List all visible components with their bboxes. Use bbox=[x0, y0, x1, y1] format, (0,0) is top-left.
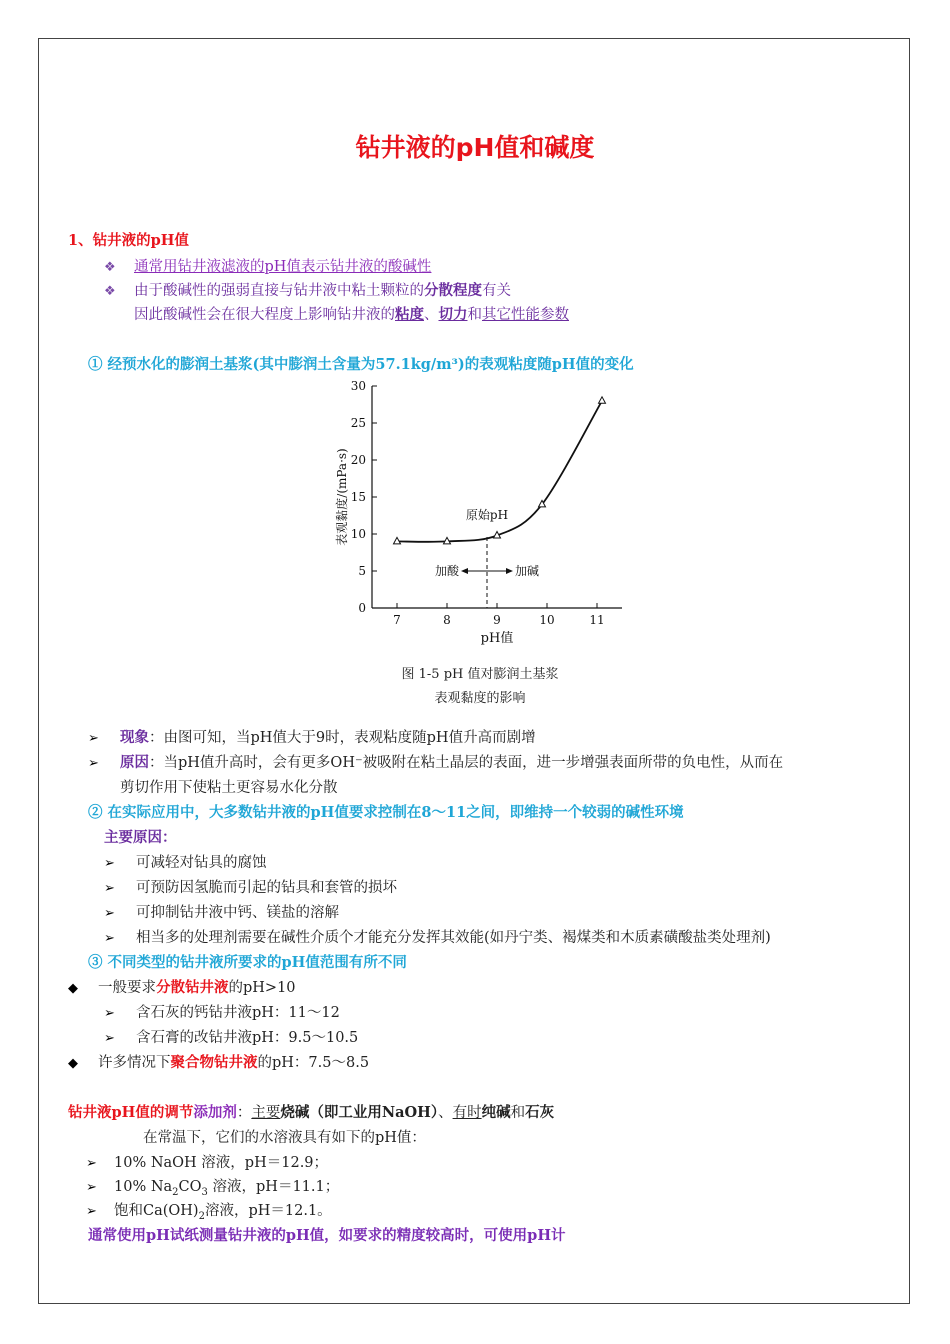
section-1-heading: 1、钻井液的pH值 bbox=[68, 232, 189, 249]
add-acid-label: 加酸 bbox=[434, 564, 459, 578]
diamond-bullet-icon: ◆ bbox=[68, 1056, 78, 1071]
point-1-heading: ① 经预水化的膨润土基浆(其中膨润土含量为57.1kg/m³)的表观粘度随pH值的变化 bbox=[88, 356, 634, 373]
arrow-bullet-icon: ➢ bbox=[104, 856, 115, 871]
na2co3-line bbox=[86, 1175, 339, 1198]
x-axis-label: pH值 bbox=[480, 631, 514, 646]
x-tick-label: 11 bbox=[589, 613, 605, 627]
arrow-bullet-icon: ➢ bbox=[88, 731, 99, 746]
gypsum-fluid-text: 含石膏的改钻井液pH：9.5～10.5 bbox=[136, 1030, 359, 1046]
arrow-bullet-icon: ➢ bbox=[86, 1156, 97, 1171]
arrow-right-icon bbox=[506, 568, 513, 574]
y-tick-label: 15 bbox=[350, 490, 366, 504]
reason-text-2: 剪切作用下使粘土更容易水化分散 bbox=[120, 780, 338, 796]
reason-label: 原因 bbox=[120, 754, 149, 771]
chart-annotations bbox=[402, 507, 559, 706]
diamond-bullet-icon: ❖ bbox=[104, 260, 116, 275]
diamond-bullet-icon: ◆ bbox=[68, 981, 78, 996]
dispersed-fluid-keyword: 分散钻井液 bbox=[156, 979, 229, 996]
main-label: 主要 bbox=[251, 1105, 281, 1121]
y-tick-label: 5 bbox=[358, 564, 366, 578]
measurement-note: 通常使用pH试纸测量钻井液的pH值，如要求的精度较高时，可使用pH计 bbox=[88, 1227, 566, 1244]
lime: 石灰 bbox=[525, 1104, 555, 1121]
arrow-bullet-icon: ➢ bbox=[104, 881, 115, 896]
reason-item bbox=[104, 901, 339, 922]
phenomenon-line bbox=[88, 726, 536, 747]
viscosity-chart bbox=[320, 372, 640, 712]
influence-pre: 因此酸碱性会在很大程度上影响钻井液的 bbox=[134, 307, 395, 323]
na2co3-b: CO bbox=[178, 1179, 202, 1195]
reason-item-text: 可减轻对钻具的腐蚀 bbox=[136, 855, 267, 871]
polymer-fluid-keyword: 聚合物钻井液 bbox=[170, 1054, 258, 1071]
sometimes-label: 有时 bbox=[452, 1105, 482, 1121]
arrow-bullet-icon: ➢ bbox=[104, 906, 115, 921]
ph-adjust-heading bbox=[68, 1101, 554, 1122]
caoh2-line bbox=[86, 1199, 332, 1222]
figure-caption-line-1: 图 1-5 pH 值对膨润土基浆 bbox=[401, 667, 559, 682]
additive-label: 添加剂 bbox=[193, 1104, 237, 1121]
arrow-bullet-icon: ➢ bbox=[86, 1180, 97, 1195]
x-tick-label: 9 bbox=[493, 613, 501, 627]
page-title: 钻井液的pH值和碱度 bbox=[355, 133, 595, 162]
arrow-bullet-icon: ➢ bbox=[86, 1204, 97, 1219]
reason-line bbox=[88, 751, 783, 772]
reason-text-1: ：当pH值升高时，会有更多OH⁻被吸附在粘土晶层的表面，进一步增强表面所带的负电性，从而在 bbox=[149, 755, 784, 771]
arrow-bullet-icon: ➢ bbox=[88, 756, 99, 771]
bullet-dispersion-pre: 由于酸碱性的强弱直接与钻井液中粘土颗粒的 bbox=[134, 283, 424, 299]
ph-intro: 在常温下，它们的水溶液具有如下的pH值： bbox=[143, 1130, 426, 1146]
y-tick-label: 25 bbox=[350, 416, 366, 430]
reason-item bbox=[104, 876, 397, 897]
dispersed-pre: 一般要求 bbox=[98, 980, 156, 996]
caoh2-b: 溶液，pH＝12.1。 bbox=[204, 1203, 332, 1219]
polymer-pre: 许多情况下 bbox=[98, 1055, 171, 1071]
adjust-colon: ： bbox=[236, 1105, 252, 1121]
y-tick-label: 20 bbox=[350, 453, 366, 467]
influence-sep: 、 bbox=[424, 307, 439, 323]
phenomenon-text: ：由图可知，当pH值大于9时，表观粘度随pH值升高而剧增 bbox=[149, 730, 536, 746]
caustic-soda: 烧碱（即工业用NaOH） bbox=[280, 1104, 439, 1121]
other-params-keyword: 其它性能参数 bbox=[482, 307, 569, 323]
na2co3-sub2: 3 bbox=[201, 1186, 208, 1198]
reason-item bbox=[104, 926, 771, 947]
reason-item-text: 相当多的处理剂需要在碱性介质个才能充分发挥其效能(如丹宁类、褐煤类和木质素磺酸盐类处理剂) bbox=[136, 930, 771, 946]
data-point-triangle bbox=[599, 397, 606, 404]
dispersed-fluid-line bbox=[68, 976, 296, 997]
arrow-bullet-icon: ➢ bbox=[104, 1006, 115, 1021]
gypsum-fluid-line bbox=[104, 1026, 358, 1047]
phenomenon-label: 现象 bbox=[120, 729, 149, 746]
naoh-text: 10% NaOH 溶液，pH＝12.9； bbox=[114, 1155, 329, 1171]
ph-adjust-title: 钻井液pH值的调节 bbox=[68, 1104, 194, 1121]
shear-keyword: 切力 bbox=[438, 306, 468, 323]
point-2-heading: ② 在实际应用中，大多数钻井液的pH值要求控制在8～11之间，即维持一个较弱的碱性环境 bbox=[88, 804, 684, 821]
bullet-filtrate bbox=[104, 255, 431, 276]
dispersion-degree-text: 分散程度 bbox=[424, 282, 482, 299]
reason-item-text: 可抑制钻井液中钙、镁盐的溶解 bbox=[136, 905, 339, 921]
polymer-fluid-line bbox=[68, 1051, 369, 1072]
adjust-sep: 、 bbox=[438, 1105, 453, 1121]
lime-fluid-text: 含石灰的钙钻井液pH：11～12 bbox=[136, 1005, 340, 1021]
chart-axes bbox=[372, 386, 622, 608]
caoh2-a: 饱和Ca(OH) bbox=[114, 1203, 199, 1219]
y-axis-label: 表观黏度/(mPa·s) bbox=[335, 448, 349, 546]
arrow-bullet-icon: ➢ bbox=[104, 1031, 115, 1046]
y-tick-label: 10 bbox=[350, 527, 366, 541]
figure-caption-line-2: 表观黏度的影响 bbox=[434, 691, 526, 706]
influence-and: 和 bbox=[467, 307, 482, 323]
lime-fluid-line bbox=[104, 1001, 340, 1022]
diamond-bullet-icon: ❖ bbox=[104, 284, 116, 299]
x-tick-label: 10 bbox=[539, 613, 555, 627]
viscosity-keyword: 粘度 bbox=[395, 306, 424, 323]
original-ph-label: 原始pH bbox=[465, 508, 509, 523]
adjust-and: 和 bbox=[510, 1105, 526, 1121]
x-tick-label: 8 bbox=[443, 613, 451, 627]
na2co3-sub1: 2 bbox=[172, 1186, 179, 1198]
caoh2-sub: 2 bbox=[198, 1210, 205, 1222]
x-tick-label: 7 bbox=[393, 613, 401, 627]
y-tick-label: 30 bbox=[350, 379, 366, 393]
main-reasons-label: 主要原因： bbox=[104, 829, 177, 846]
add-base-label: 加碱 bbox=[515, 564, 540, 578]
dispersed-post: 的pH>10 bbox=[228, 980, 296, 996]
bullet-dispersion-post: 有关 bbox=[482, 283, 511, 299]
y-tick-label: 0 bbox=[358, 601, 366, 615]
reason-item-text: 可预防因氢脆而引起的钻具和套管的损坏 bbox=[136, 880, 397, 896]
bullet-influence bbox=[134, 303, 569, 324]
reason-item bbox=[104, 851, 267, 872]
na2co3-a: 10% Na bbox=[114, 1179, 173, 1195]
polymer-post: 的pH：7.5～8.5 bbox=[257, 1055, 370, 1071]
naoh-line bbox=[86, 1151, 328, 1172]
na2co3-c: 溶液，pH＝11.1； bbox=[207, 1179, 340, 1195]
point-3-heading: ③ 不同类型的钻井液所要求的pH值范围有所不同 bbox=[88, 954, 407, 971]
bullet-dispersion bbox=[104, 279, 511, 300]
bullet-filtrate-text: 通常用钻井液滤液的pH值表示钻井液的酸碱性 bbox=[134, 259, 432, 275]
soda-ash: 纯碱 bbox=[481, 1104, 511, 1121]
arrow-left-icon bbox=[461, 568, 468, 574]
arrow-bullet-icon: ➢ bbox=[104, 931, 115, 946]
